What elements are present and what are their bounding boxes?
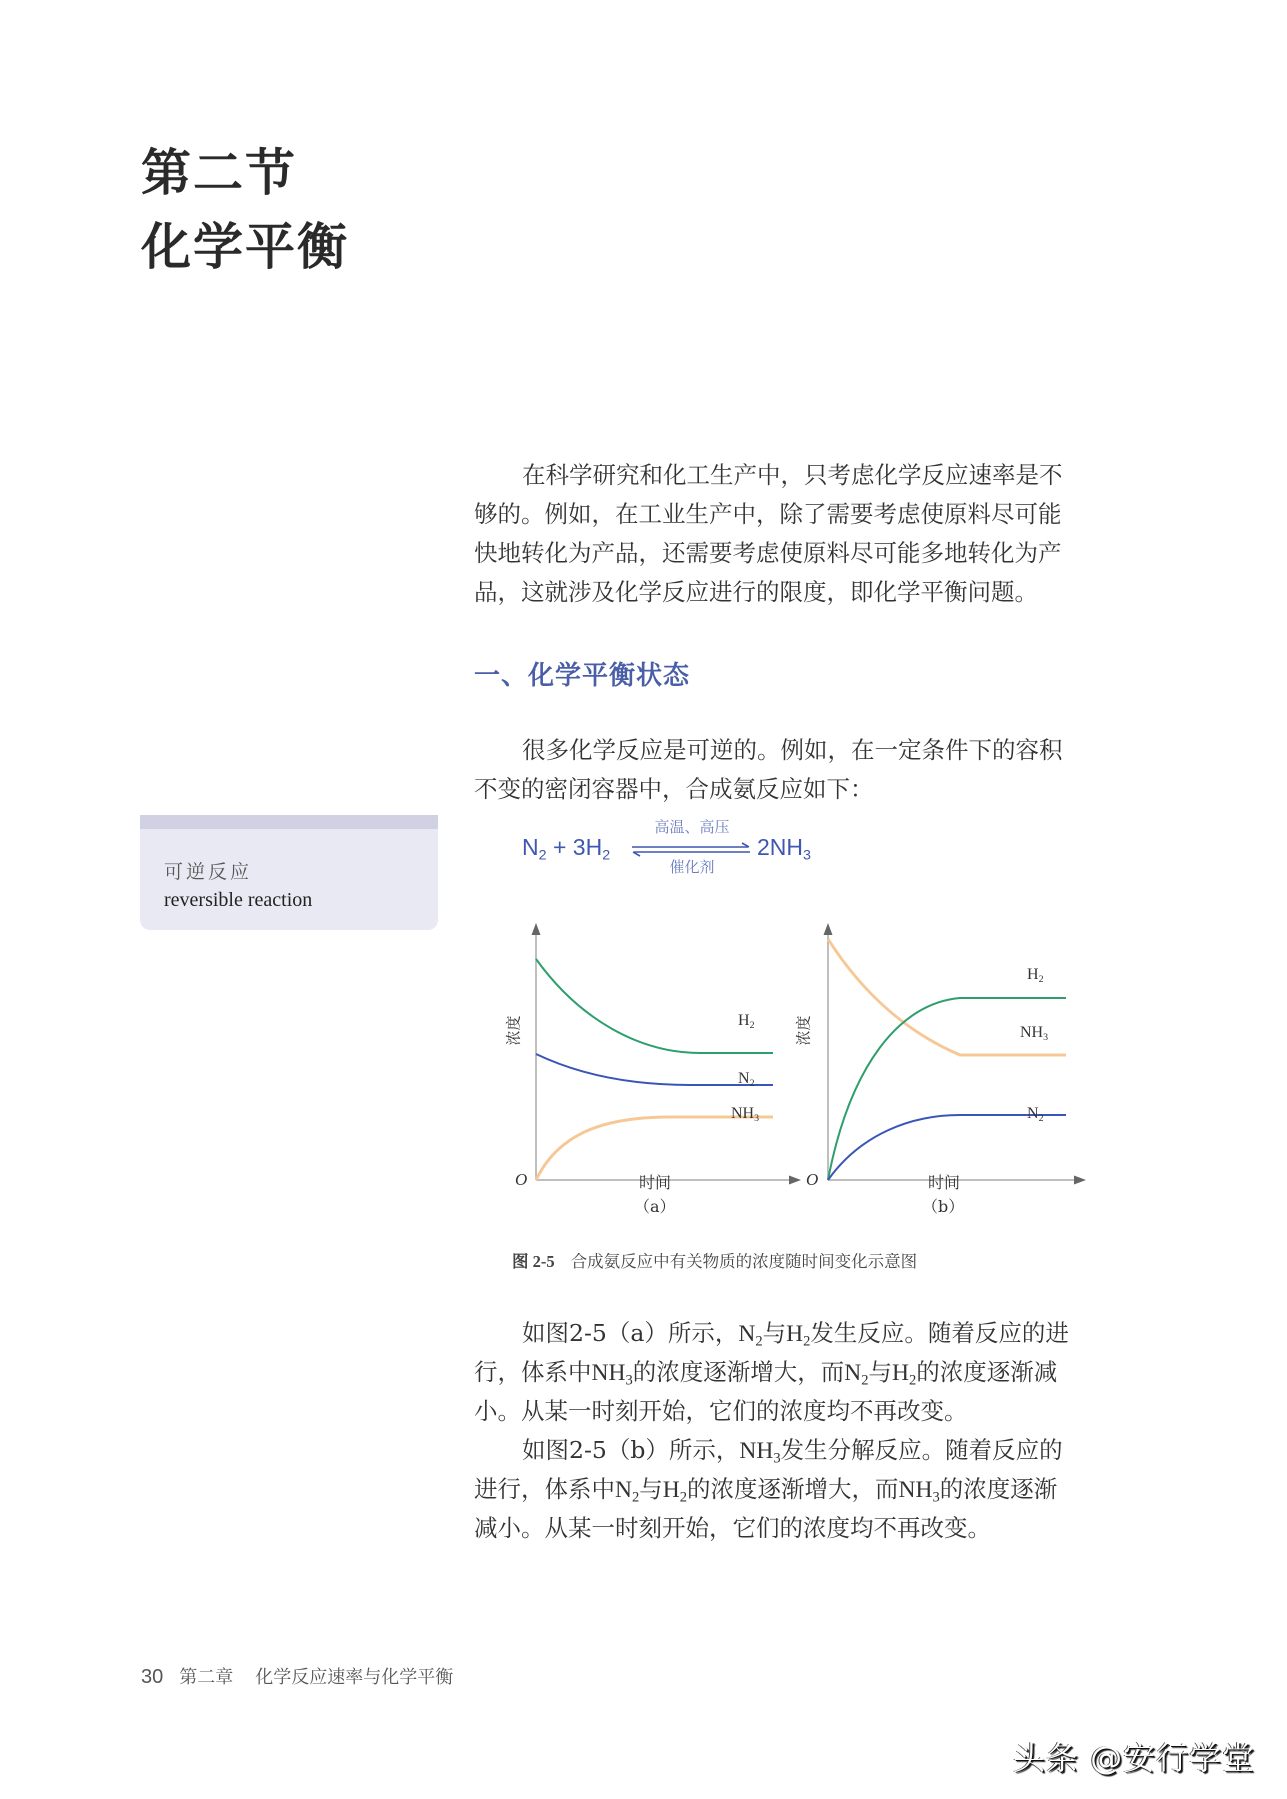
- text-line: 如图2-5（a）所示，$N_2$与$H_2$发生反应。随着反应的进: [522, 1319, 1069, 1350]
- figure-caption: [512, 1248, 917, 1272]
- equation-product: $2NH_3$: [757, 834, 811, 864]
- equation-reactants: $N_2 + 3H_2$: [522, 834, 611, 864]
- condition-below-arrow: 催化剂: [669, 858, 715, 876]
- section-title: 化学平衡: [141, 217, 349, 276]
- text-line: 品，这就涉及化学反应进行的限度，即化学平衡问题。: [474, 578, 1038, 606]
- chart-a: [536, 929, 795, 1180]
- page-number: 30: [141, 1666, 164, 1688]
- text-line: 行，体系中$NH_3$的浓度逐渐增大，而$N_2$与$H_2$的浓度逐渐减: [474, 1358, 1058, 1389]
- text-line: 在科学研究和化工生产中，只考虑化学反应速率是不: [522, 461, 1063, 489]
- reversible-paragraph: [474, 731, 1106, 809]
- chart-a-label-h2: $H_2$: [738, 1012, 755, 1031]
- subsection-heading: 一、化学平衡状态: [474, 661, 691, 691]
- text-line: 小。从某一时刻开始，它们的浓度均不再改变。: [474, 1397, 968, 1425]
- glossary-term-box: [140, 815, 438, 930]
- text-line: 很多化学反应是可逆的。例如，在一定条件下的容积: [522, 736, 1063, 764]
- figure-2-5-charts: [490, 915, 1090, 1235]
- chapter-title: 化学反应速率与化学平衡: [255, 1667, 454, 1688]
- chart-b-x-label: 时间: [928, 1173, 961, 1192]
- figure-number: 图 2-5: [512, 1252, 555, 1271]
- chart-b-panel-label: （b）: [922, 1197, 965, 1216]
- chart-a-panel-label: （a）: [634, 1197, 676, 1216]
- chart-a-x-label: 时间: [639, 1173, 672, 1192]
- text-line: 快地转化为产品，还需要考虑使原料尽可能多地转化为产: [474, 539, 1062, 567]
- chart-b-label-nh3: $NH_3$: [1020, 1024, 1049, 1043]
- chapter-label: 第二章: [179, 1667, 234, 1688]
- figure-caption-text: 合成氨反应中有关物质的浓度随时间变化示意图: [570, 1252, 918, 1271]
- chart-b-origin: O: [806, 1170, 819, 1189]
- watermark: 头条 @安行学堂: [1013, 1739, 1256, 1777]
- condition-above-arrow: 高温、高压: [654, 818, 730, 836]
- chart-a-label-n2: $N_2$: [738, 1070, 755, 1089]
- chart-b-label-n2: $N_2$: [1027, 1105, 1044, 1124]
- text-line: 够的。例如，在工业生产中，除了需要考虑使原料尽可能: [474, 500, 1062, 528]
- text-line: 如图2-5（b）所示，$NH_3$发生分解反应。随着反应的: [522, 1436, 1063, 1467]
- text-line: 不变的密闭容器中，合成氨反应如下：: [474, 775, 874, 803]
- chart-b-label-h2: $H_2$: [1027, 966, 1044, 985]
- chart-a-y-label: 浓度: [504, 1015, 523, 1046]
- chart-b-y-label: 浓度: [794, 1015, 813, 1046]
- term-chinese: 可逆反应: [164, 861, 253, 883]
- term-box-header-bar: [140, 815, 438, 829]
- term-english: reversible reaction: [164, 889, 313, 911]
- chemical-equation: [522, 818, 822, 878]
- intro-paragraph: [474, 456, 1106, 612]
- chart-a-origin: O: [515, 1170, 528, 1189]
- text-line: 减小。从某一时刻开始，它们的浓度均不再改变。: [474, 1514, 991, 1542]
- chart-a-label-nh3: $NH_3$: [731, 1105, 760, 1124]
- text-line: 进行，体系中$N_2$与$H_2$的浓度逐渐增大，而$NH_3$的浓度逐渐: [474, 1475, 1058, 1506]
- figure-b-paragraph: [474, 1431, 1106, 1548]
- section-number: 第二节: [141, 143, 297, 202]
- figure-a-paragraph: [474, 1314, 1106, 1431]
- page-footer: [141, 1663, 453, 1689]
- chart-a-h2-line: [536, 959, 773, 1053]
